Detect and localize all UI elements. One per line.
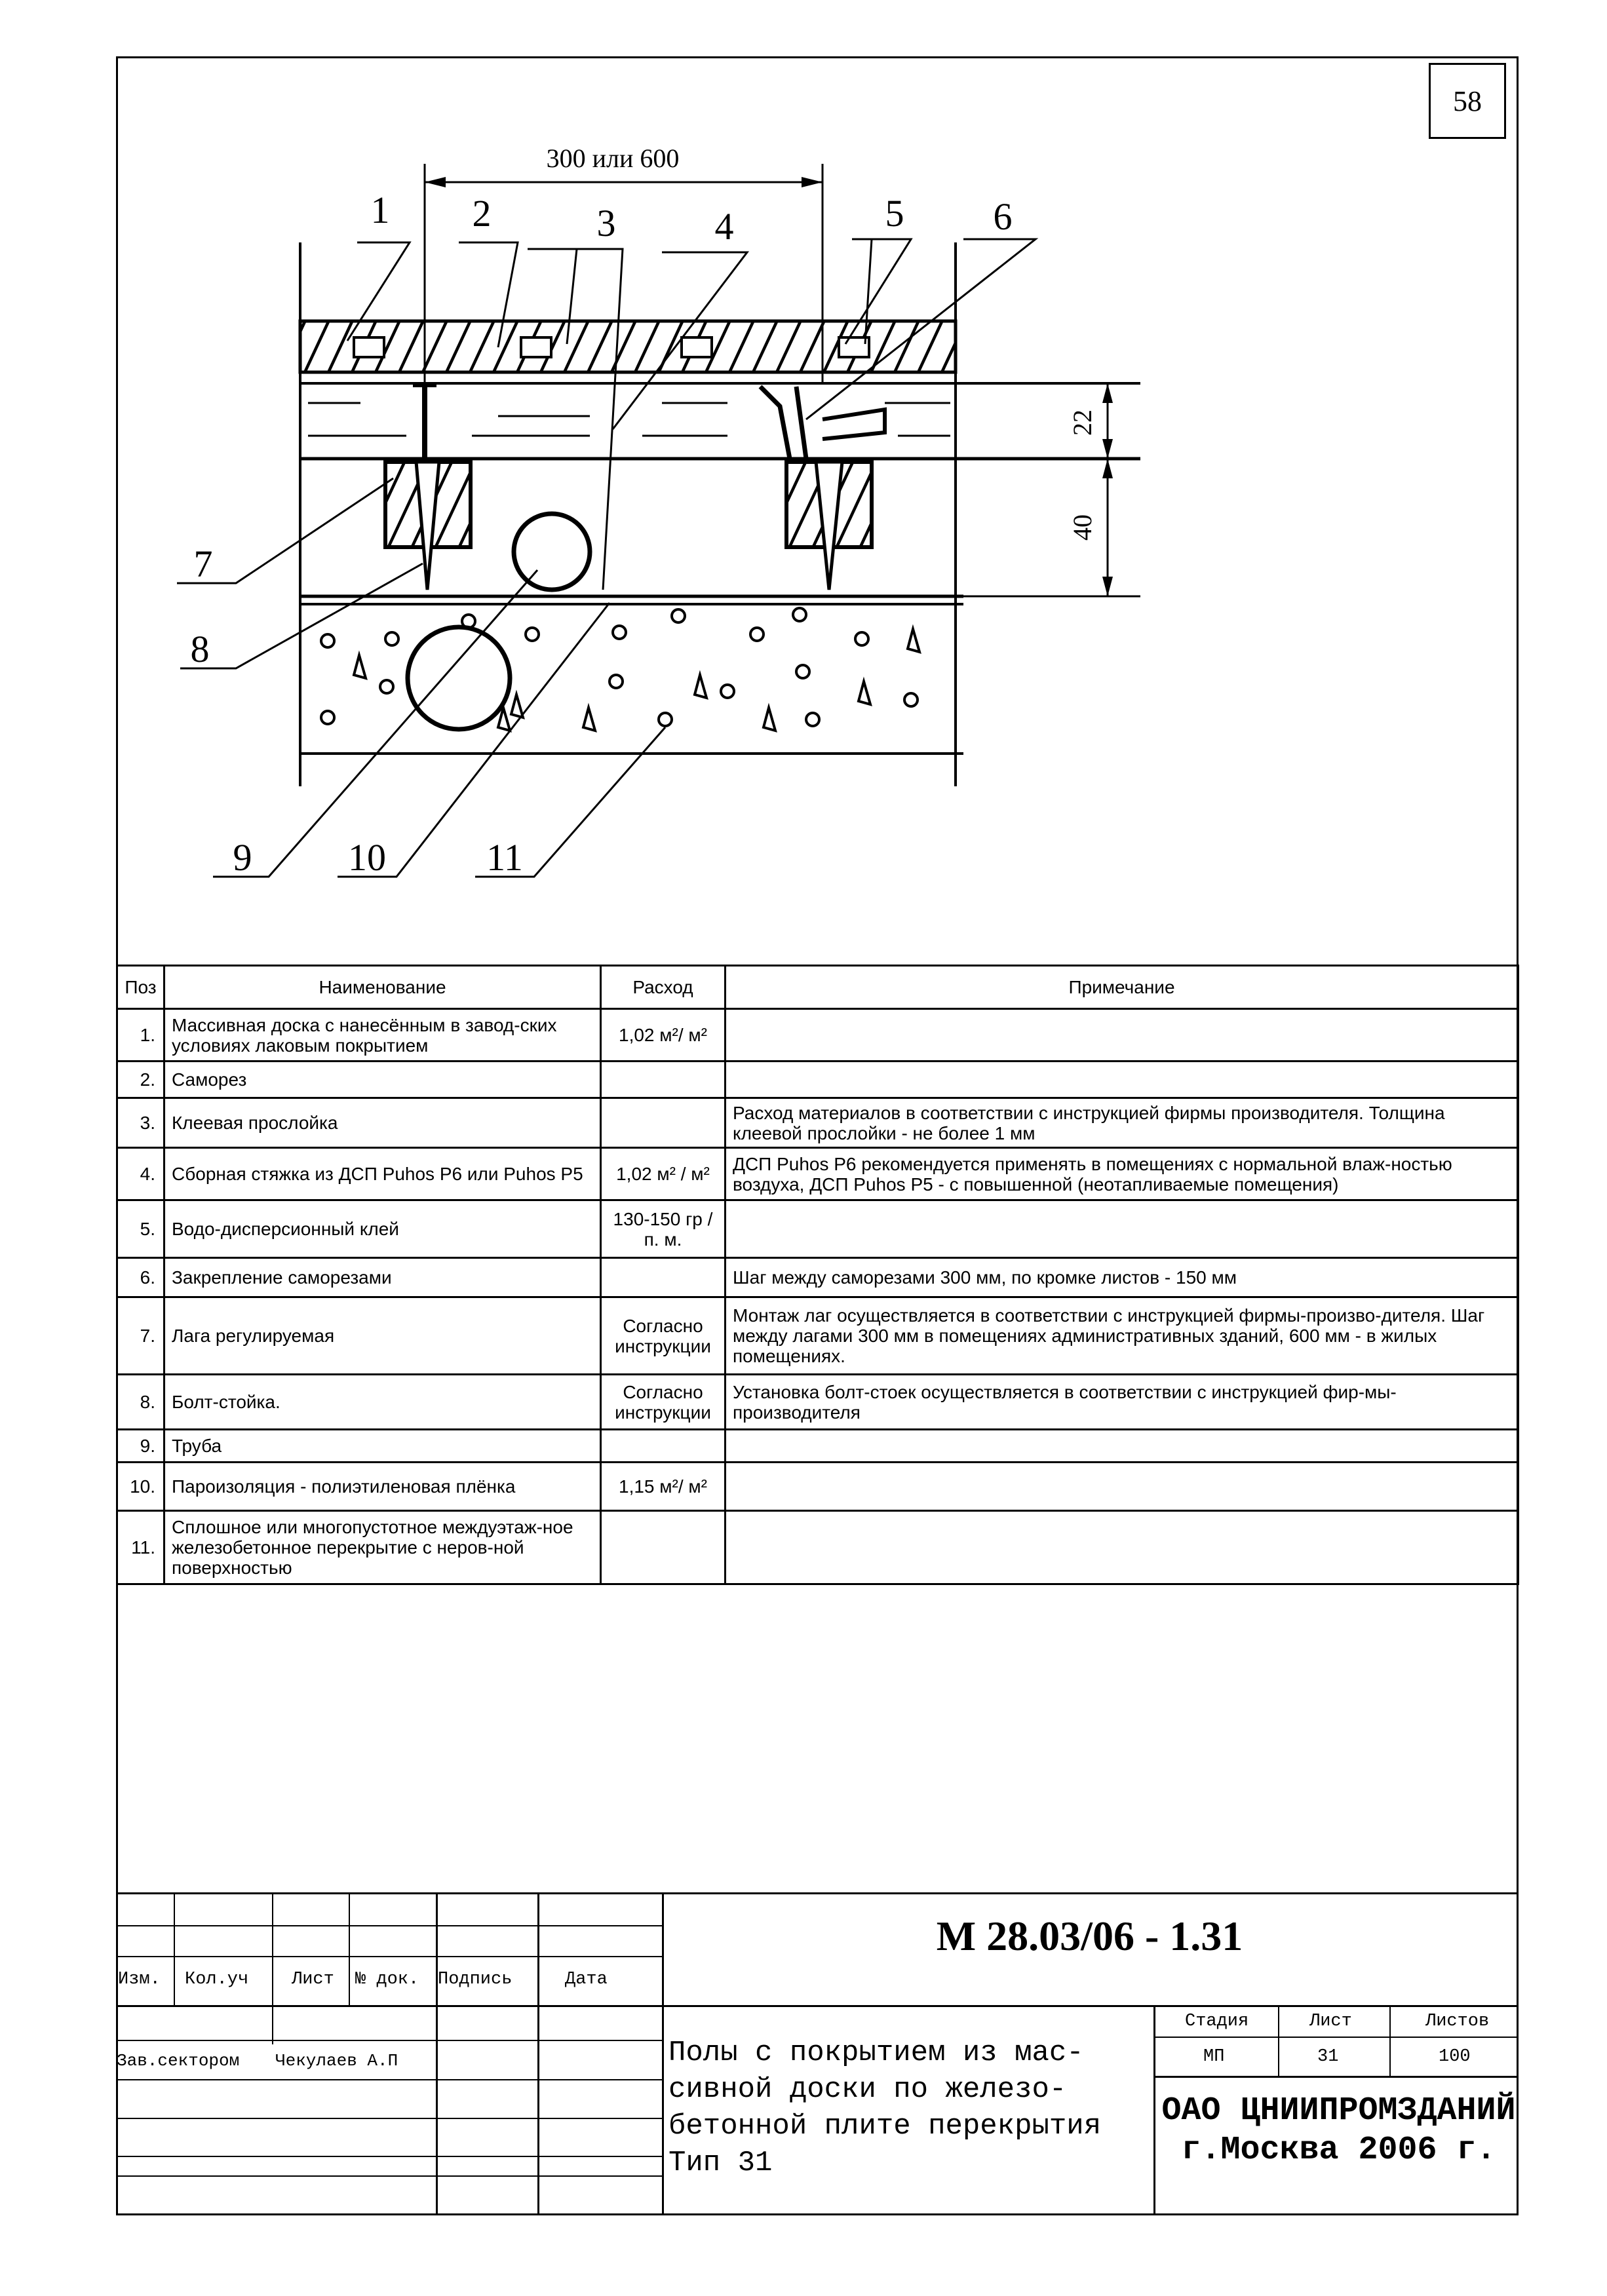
- floor-section-drawing: [0, 0, 1607, 963]
- row-pos: 10.: [117, 1463, 165, 1511]
- row-name: Лага регулируемая: [165, 1297, 601, 1375]
- row-qty: 1,02 м²/ м²: [601, 1009, 726, 1062]
- table-row: [117, 1463, 1519, 1511]
- organization: [1160, 2092, 1517, 2170]
- row-qty: [601, 1098, 726, 1148]
- table-row: [117, 1430, 1519, 1463]
- row-pos: 2.: [117, 1062, 165, 1098]
- sheet-number: 58: [1429, 63, 1506, 139]
- drawing-title: Полы с покрытием из мас- сивной доски по железо- бетонной плите перекрытия Тип 31: [668, 2037, 1102, 2179]
- row-qty: 1,15 м²/ м²: [601, 1463, 726, 1511]
- callout-3: 3: [596, 202, 616, 244]
- row-qty: [601, 1062, 726, 1098]
- callout-6: 6: [993, 195, 1013, 238]
- row-name: Сплошное или многопустотное междуэтаж-ное железобетонное перекрытие с неров-ной поверхностью: [165, 1511, 601, 1584]
- row-qty: Согласно инструкции: [601, 1375, 726, 1430]
- col-doc: № док.: [355, 1970, 419, 1989]
- callout-8: 8: [190, 628, 210, 670]
- row-qty: Согласно инструкции: [601, 1297, 726, 1375]
- sheets-value: 100: [1439, 2047, 1471, 2067]
- row-qty: [601, 1430, 726, 1463]
- stage-value: МП: [1203, 2047, 1225, 2067]
- stage-label: Стадия: [1185, 2012, 1249, 2031]
- row-name: Закрепление саморезами: [165, 1258, 601, 1297]
- callout-7: 7: [193, 543, 213, 585]
- header-qty: Расход: [601, 966, 726, 1009]
- specification-table: [116, 965, 1519, 1585]
- row-note: Монтаж лаг осуществляется в соответствии с инструкцией фирмы-произво-дителя. Шаг между лагами 300 мм в помещениях административных зданий, 600 мм - в жилых помещениях.: [726, 1297, 1519, 1375]
- row-pos: 8.: [117, 1375, 165, 1430]
- callout-10: 10: [348, 836, 386, 879]
- col-date: Дата: [565, 1970, 608, 1989]
- row-note: Установка болт-стоек осуществляется в соответствии с инструкцией фир-мы-производителя: [726, 1375, 1519, 1430]
- row-note: Расход материалов в соответствии с инструкцией фирмы производителя. Толщина клеевой прослойки - не более 1 мм: [726, 1098, 1519, 1148]
- row-name: Водо-дисперсионный клей: [165, 1200, 601, 1258]
- row-note: [726, 1430, 1519, 1463]
- row-qty: 1,02 м² / м²: [601, 1148, 726, 1200]
- table-row: [117, 1511, 1519, 1584]
- row-pos: 1.: [117, 1009, 165, 1062]
- col-list: Лист: [292, 1970, 334, 1989]
- callout-5: 5: [885, 192, 904, 235]
- table-row: [117, 1148, 1519, 1200]
- row-note: [726, 1463, 1519, 1511]
- row-name: Болт-стойка.: [165, 1375, 601, 1430]
- callout-9: 9: [233, 836, 252, 879]
- dimension-40-label: 40: [1068, 514, 1097, 541]
- row-qty: [601, 1258, 726, 1297]
- header-name: Наименование: [165, 966, 601, 1009]
- table-row: [117, 1098, 1519, 1148]
- dimension-22-label: 22: [1068, 410, 1097, 436]
- callout-11: 11: [486, 836, 523, 879]
- frame-bottom: [116, 2213, 1519, 2215]
- dimension-top-label: 300 или 600: [546, 144, 680, 173]
- row-pos: 7.: [117, 1297, 165, 1375]
- callout-2: 2: [472, 192, 492, 235]
- organization-city-year: г.Москва 2006 г.: [1181, 2132, 1496, 2169]
- row-pos: 5.: [117, 1200, 165, 1258]
- table-row: [117, 1375, 1519, 1430]
- col-izm: Изм.: [118, 1970, 161, 1989]
- row-qty: 130-150 гр /п. м.: [601, 1200, 726, 1258]
- callout-4: 4: [714, 205, 734, 248]
- row-note: ДСП Puhos P6 рекомендуется применять в помещениях с нормальной влаж-ностью воздуха, ДСП Puhos P5 - с повышенной (неотапливаемые помещения): [726, 1148, 1519, 1200]
- header-pos: Поз: [117, 966, 165, 1009]
- header-note: Примечание: [726, 966, 1519, 1009]
- table-row: [117, 1258, 1519, 1297]
- row-pos: 4.: [117, 1148, 165, 1200]
- table-row: [117, 1062, 1519, 1098]
- row-name: Массивная доска с нанесённым в завод-ских условиях лаковым покрытием: [165, 1009, 601, 1062]
- row-note: Шаг между саморезами 300 мм, по кромке листов - 150 мм: [726, 1258, 1519, 1297]
- row-name: Клеевая прослойка: [165, 1098, 601, 1148]
- role-label: Зав.сектором: [117, 2051, 240, 2071]
- row-note: [726, 1062, 1519, 1098]
- row-pos: 11.: [117, 1511, 165, 1584]
- sheet-label: Лист: [1309, 2012, 1352, 2031]
- row-name: Саморез: [165, 1062, 601, 1098]
- row-pos: 6.: [117, 1258, 165, 1297]
- table-row: [117, 1200, 1519, 1258]
- document-code: М 28.03/06 - 1.31: [936, 1913, 1243, 1959]
- sheet-value: 31: [1317, 2047, 1339, 2067]
- organization-name: ОАО ЦНИИПРОМЗДАНИЙ: [1161, 2092, 1516, 2130]
- sheets-label: Листов: [1425, 2012, 1490, 2031]
- row-name: Сборная стяжка из ДСП Puhos P6 или Puhos P5: [165, 1148, 601, 1200]
- row-name: Труба: [165, 1430, 601, 1463]
- row-note: [726, 1511, 1519, 1584]
- table-row: [117, 1009, 1519, 1062]
- row-note: [726, 1009, 1519, 1062]
- person-name: Чекулаев А.П: [275, 2051, 398, 2071]
- row-pos: 9.: [117, 1430, 165, 1463]
- table-header-row: [117, 966, 1519, 1009]
- row-name: Пароизоляция - полиэтиленовая плёнка: [165, 1463, 601, 1511]
- col-sign: Подпись: [438, 1970, 513, 1989]
- row-pos: 3.: [117, 1098, 165, 1148]
- callout-1: 1: [370, 189, 390, 231]
- col-kol: Кол.уч: [185, 1970, 249, 1989]
- table-row: [117, 1297, 1519, 1375]
- row-note: [726, 1200, 1519, 1258]
- row-qty: [601, 1511, 726, 1584]
